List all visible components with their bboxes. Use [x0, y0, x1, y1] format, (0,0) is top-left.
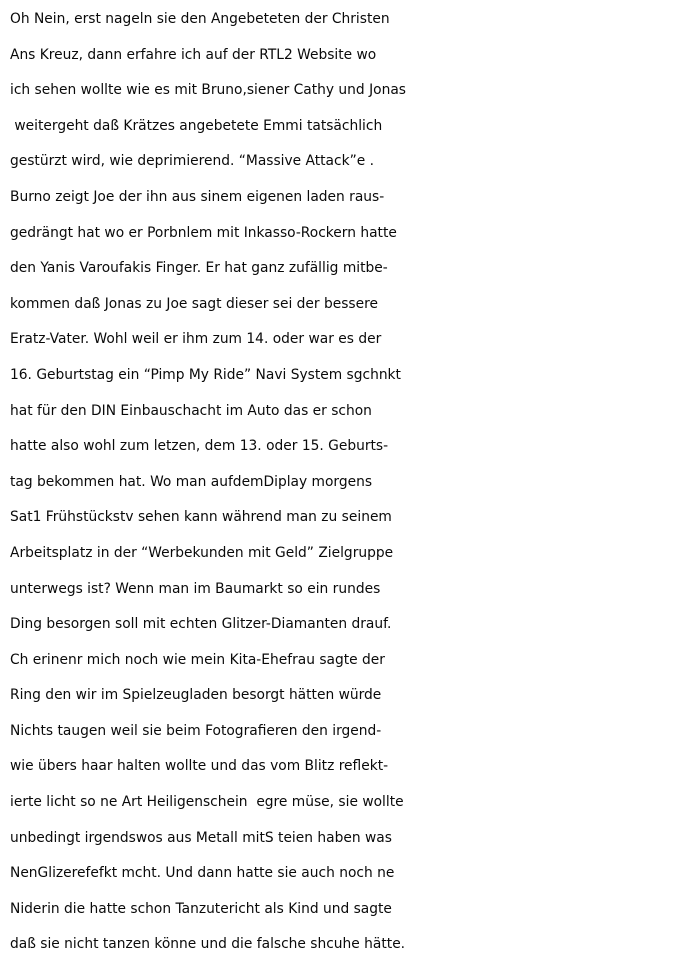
text-line: Ch erinenr mich noch wie mein Kita-Ehefrau sagte der	[10, 651, 385, 668]
text-line: Eratz-Vater. Wohl weil er ihm zum 14. oder war es der	[10, 331, 382, 348]
text-line: hat für den DIN Einbauschacht im Auto das er schon	[10, 402, 372, 419]
text-line: Ans Kreuz, dann erfahre ich auf der RTL2 Website wo	[10, 46, 377, 63]
text-line: wie übers haar halten wollte und das vom Blitz reflekt-	[10, 758, 389, 775]
text-line: den Yanis Varoufakis Finger. Er hat ganz zufällig mitbe-	[10, 260, 388, 277]
text-line: daß sie nicht tanzen könne und die falsche shcuhe hätte.	[10, 936, 406, 953]
text-line: ich sehen wollte wie es mit Bruno,siener Cathy und Jonas	[10, 82, 406, 99]
text-line: ierte licht so ne Art Heiligenschein egre müse, sie wollte	[10, 794, 404, 811]
text-line: unterwegs ist? Wenn man im Baumarkt so ein rundes	[10, 580, 381, 597]
text-line: hatte also wohl zum letzen, dem 13. oder 15. Geburts-	[10, 438, 389, 455]
text-line: Burno zeigt Joe der ihn aus sinem eigenen laden raus-	[10, 188, 385, 205]
body-text	[10, 2, 680, 963]
text-line: Niderin die hatte schon Tanzutericht als Kind und sagte	[10, 900, 392, 917]
text-line: NenGlizerefefkt mcht. Und dann hatte sie auch noch ne	[10, 865, 395, 882]
text-line: gestürzt wird, wie deprimierend. “Massive Attack”e .	[10, 153, 374, 170]
text-line: Ring den wir im Spielzeugladen besorgt hätten würde	[10, 687, 382, 704]
text-line: weitergeht daß Krätzes angebetete Emmi tatsächlich	[10, 117, 383, 134]
text-line: Sat1 Frühstückstv sehen kann während man zu seinem	[10, 509, 392, 526]
text-line: Oh Nein, erst nageln sie den Angebeteten der Christen	[10, 11, 390, 27]
text-line: Arbeitsplatz in der “Werbekunden mit Geld” Zielgruppe	[10, 544, 394, 561]
text-line: tag bekommen hat. Wo man aufdemDiplay morgens	[10, 473, 373, 490]
text-line: Nichts taugen weil sie beim Fotografieren den irgend-	[10, 722, 382, 739]
text-line: unbedingt irgendswos aus Metall mitS teien haben was	[10, 829, 392, 846]
text-line: 16. Geburtstag ein “Pimp My Ride” Navi System sgchnkt	[10, 366, 401, 383]
text-line: gedrängt hat wo er Porbnlem mit Inkasso-Rockern hatte	[10, 224, 397, 241]
text-line: Ding besorgen soll mit echten Glitzer-Diamanten drauf.	[10, 616, 392, 633]
text-line: kommen daß Jonas zu Joe sagt dieser sei der bessere	[10, 295, 378, 312]
